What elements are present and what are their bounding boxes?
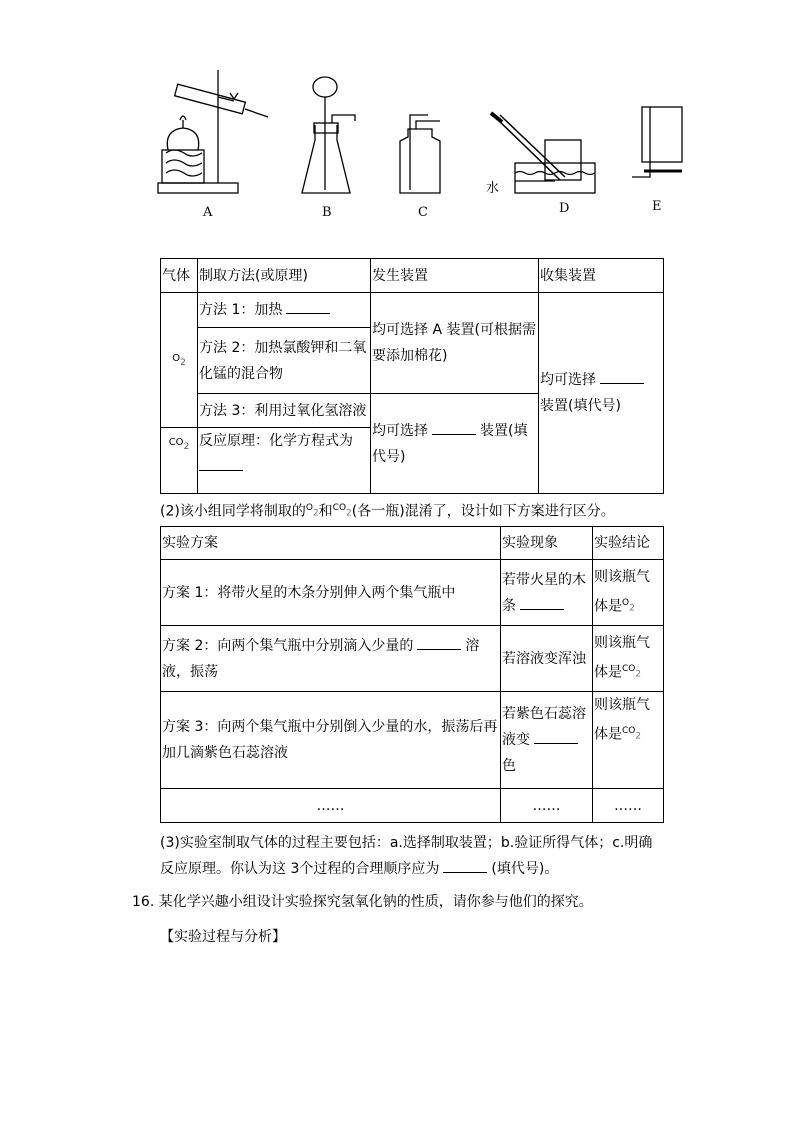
label-c: C	[418, 205, 428, 220]
gen-b-post: 装置(填代号)	[372, 422, 528, 465]
co2-gas-cell	[161, 428, 198, 494]
q16-number: 16.	[132, 894, 155, 910]
o2-gas-cell	[161, 293, 198, 428]
ellipsis: ……	[501, 789, 593, 823]
concl-text: 则该瓶气体是	[594, 697, 650, 743]
phenomenon-3	[501, 692, 593, 789]
gas: O	[622, 597, 630, 608]
o2-method1	[198, 293, 371, 328]
apparatus-b	[302, 77, 355, 193]
apparatus-figure	[150, 65, 690, 225]
answer-blank[interactable]	[199, 456, 243, 471]
phenomenon-1	[501, 560, 593, 626]
gas: CO	[622, 726, 636, 736]
apparatus-c	[400, 115, 440, 193]
q2-post: (各一瓶)混淆了，设计如下方案进行区分。	[351, 503, 615, 520]
collector-cell	[539, 293, 664, 494]
conclusion-3	[593, 692, 664, 789]
label-b: B	[322, 205, 332, 220]
q3-line2-post: (填代号)。	[491, 861, 559, 877]
phen-post: 色	[502, 758, 516, 774]
apparatus-a	[158, 70, 268, 193]
q2-pre: (2)该小组同学将制取的	[160, 503, 306, 520]
co2-principle	[198, 428, 371, 494]
table-row	[161, 560, 664, 626]
o2-generator-cell: 均可选择 A 装置(可根据需要添加棉花)	[371, 293, 539, 394]
header-generator: 发生装置	[371, 259, 539, 293]
q3-line2	[160, 856, 680, 882]
o2-method3: 方法 3：利用过氧化氢溶液	[198, 394, 371, 428]
ellipsis: ……	[593, 789, 664, 823]
q2-o2: O	[305, 503, 313, 513]
apparatus-e	[632, 107, 682, 177]
label-a: A	[203, 205, 213, 220]
gas-sub: 2	[635, 669, 642, 680]
method1-text: 方法 1：加热	[199, 302, 283, 318]
answer-blank[interactable]	[286, 299, 330, 314]
o2-method2: 方法 2：加热氯酸钾和二氧化锰的混合物	[198, 328, 371, 394]
answer-blank[interactable]	[534, 729, 578, 744]
table-row	[161, 789, 664, 823]
answer-blank[interactable]	[432, 420, 476, 435]
question-2	[160, 498, 615, 524]
answer-blank[interactable]	[520, 595, 564, 610]
q2-sub: 2	[312, 508, 319, 519]
water-label: 水	[486, 181, 500, 196]
collect-pre: 均可选择	[540, 372, 596, 388]
table-row	[161, 626, 664, 692]
phenomenon-2: 若溶液变浑浊	[501, 626, 593, 692]
plan-pre: 方案 2：向两个集气瓶中分别滴入少量的	[162, 637, 414, 654]
concl-text: 则该瓶气体是	[594, 634, 650, 681]
ellipsis: ……	[161, 789, 501, 823]
answer-blank[interactable]	[417, 635, 461, 650]
gas: CO	[622, 663, 636, 674]
q3-line2-pre: 反应原理。你认为这 3个过程的合理顺序应为	[160, 861, 440, 877]
q3-line1: (3)实验室制取气体的过程主要包括：a.选择制取装置；b.验证所得气体；c.明确	[160, 835, 653, 851]
gas-sub: 2	[635, 731, 642, 742]
phen-text: 若紫色石蕊溶液变	[502, 706, 586, 748]
q16-text: 某化学兴趣小组设计实验探究氢氧化钠的性质，请你参与他们的探究。	[158, 894, 593, 910]
header-method: 制取方法(或原理)	[198, 259, 371, 293]
gas-preparation-table	[160, 258, 664, 494]
o2-symbol: O	[172, 353, 181, 365]
co2-generator-cell	[371, 394, 539, 494]
conclusion-2	[593, 626, 664, 692]
collect-post: 装置(填代号)	[540, 398, 621, 414]
plan-2	[161, 626, 501, 692]
label-d: D	[559, 201, 570, 216]
o2-subscript: 2	[180, 357, 186, 368]
header-phenomenon: 实验现象	[501, 527, 593, 560]
principle-text: 反应原理：化学方程式为	[199, 433, 353, 449]
gas-sub: 2	[629, 603, 635, 614]
header-plan: 实验方案	[161, 527, 501, 560]
answer-blank[interactable]	[600, 369, 644, 384]
co2-symbol: CO	[168, 437, 184, 448]
phen-text: 若带火星的木条	[502, 571, 586, 614]
q2-co2: CO	[332, 503, 347, 513]
gen-b-pre: 均可选择	[372, 422, 428, 439]
header-conclusion: 实验结论	[593, 527, 664, 560]
apparatus-d	[491, 113, 595, 193]
plan-post: 溶液，振荡	[162, 637, 480, 680]
plan-1: 方案 1：将带火星的木条分别伸入两个集气瓶中	[161, 560, 501, 626]
plan-3: 方案 3：向两个集气瓶中分别倒入少量的水，振荡后再加几滴紫色石蕊溶液	[161, 692, 501, 789]
answer-blank[interactable]	[443, 858, 487, 873]
header-gas: 气体	[161, 259, 198, 293]
label-e: E	[652, 199, 662, 214]
experiment-table	[160, 526, 664, 823]
co2-subscript: 2	[183, 441, 190, 452]
question-16	[132, 891, 593, 911]
section-heading: 【实验过程与分析】	[160, 929, 286, 945]
header-collector: 收集装置	[539, 259, 664, 293]
q2-sub: 2	[346, 508, 352, 519]
conclusion-1	[593, 560, 664, 626]
concl-text: 则该瓶气体是	[594, 568, 650, 615]
q2-and: 和	[318, 503, 333, 520]
table-row	[161, 692, 664, 789]
question-3	[160, 830, 680, 882]
